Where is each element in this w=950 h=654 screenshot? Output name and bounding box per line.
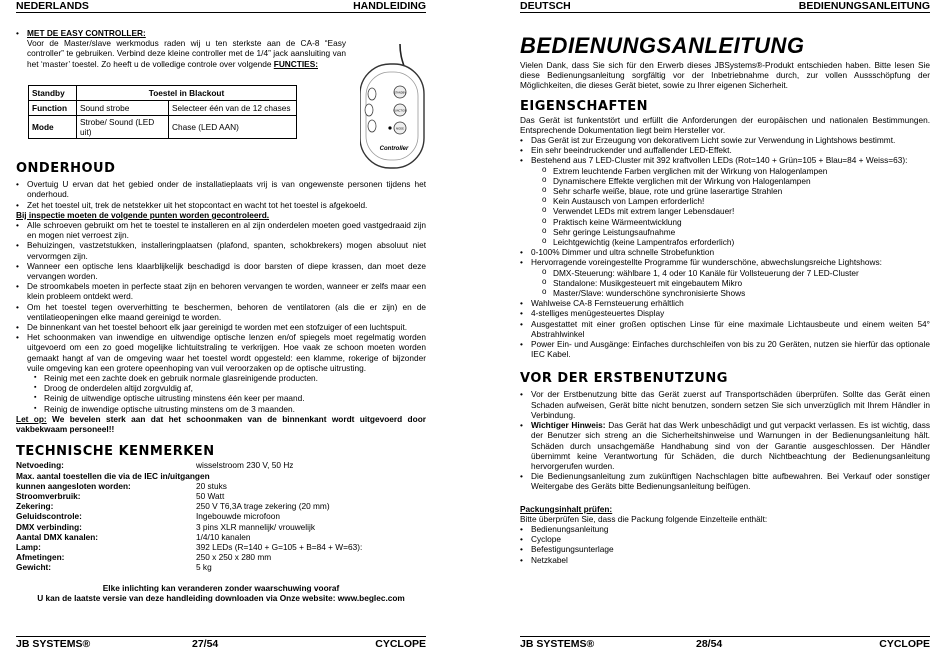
list-item: o Dynamischere Effekte verglichen mit der Wirkung von Halogenlampen xyxy=(542,176,930,186)
list-item: • Wanneer een optische lens klaarblijkelijk beschadigd is door barsten of diepe krassen, dan moet deze vervangen worden. xyxy=(16,261,426,281)
left-page xyxy=(16,0,426,654)
list-item: • Alle schroeven gebruikt om het te toestel te installeren en al zijn onderdelen moeten goed vastgedraaid zijn en mogen niet verroest zijn. xyxy=(16,220,426,240)
list-item: • De binnenkant van het toestel behoort elk jaar gereinigd te worden met een stofzuiger of een luchtspuit. xyxy=(16,322,426,332)
list-item: o Extrem leuchtende Farben verglichen mit der Wirkung von Halogenlampen xyxy=(542,166,930,176)
list-item: o Master/Slave: wunderschöne synchronisierte Shows xyxy=(542,288,930,298)
spec-value: 3 pins XLR mannelijk/ vrouwelijk xyxy=(196,521,315,532)
spec-value: 250 x 250 x 280 mm xyxy=(196,552,272,563)
spec-row xyxy=(16,481,426,491)
spec-row xyxy=(16,501,426,511)
spec-label: DMX verbinding: xyxy=(16,521,82,532)
spec-row xyxy=(16,460,426,470)
list-item: • Bedienungsanleitung xyxy=(520,524,930,534)
spec-label: Lamp: xyxy=(16,541,41,552)
page-header xyxy=(16,0,426,13)
footer-model: CYCLOPE xyxy=(879,638,930,650)
spec-label: Afmetingen: xyxy=(16,552,65,563)
list-item: • Die Bedienungsanleitung zum zukünftigen Nachschlagen bitte aufbewahren. Bei Verkauf oder sonstiger Weitergabe des Geräts bitte Bedienungsanleitung beifügen. xyxy=(520,471,930,491)
easy-controller-item xyxy=(16,28,346,69)
functies-label: FUNCTIES: xyxy=(273,58,318,69)
list-item: • Das Gerät ist zur Erzeugung von dekorativem Licht sowie zur Verwendung in Lightshows bestimmt. xyxy=(520,135,930,145)
page-title: BEDIENUNGSANLEITUNG xyxy=(520,33,805,58)
spec-row xyxy=(16,562,426,572)
list-item: • Wahlweise CA-8 Fernsteuerung erhältlich xyxy=(520,298,930,308)
list-item: • Power Ein- und Ausgänge: Einfaches durchschleifen von bis zu 20 Geräten, nutzen sie hierfür das optionale IEC Kabel. xyxy=(520,339,930,359)
letop-label: Let op: xyxy=(16,413,47,424)
inspectie-heading: Bij inspectie moeten de volgende punten worden gecontroleerd. xyxy=(16,209,270,220)
spec-row xyxy=(16,491,426,501)
list-item: ▪ Droog de onderdelen altijd zorgvuldig af, xyxy=(34,383,426,393)
controller-brand: Controller xyxy=(379,146,409,152)
table-row xyxy=(29,100,297,115)
header-language: DEUTSCH xyxy=(520,0,571,12)
page-footer xyxy=(16,636,426,650)
spec-value: 250 V T6,3A trage zekering (20 mm) xyxy=(196,501,330,512)
list-item: • Overtuig U ervan dat het gebied onder de installatieplaats vrij is van ongewenste personen tijdens het onderhoud. xyxy=(16,179,426,199)
spec-label: Geluidscontrole: xyxy=(16,511,82,522)
easy-controller-heading: MET DE EASY CONTROLLER: xyxy=(27,28,146,38)
controller-illustration xyxy=(360,44,426,170)
table-cell: Selecteer één van de 12 chases xyxy=(169,100,297,115)
list-item: o Kein Austausch von Lampen erforderlich! xyxy=(542,196,930,206)
spec-value xyxy=(210,471,426,481)
controller-button-label: FUNCTION xyxy=(393,109,407,113)
table-cell: Chase (LED AAN) xyxy=(169,115,297,138)
spec-value: 50 Watt xyxy=(196,490,225,501)
intro-paragraph: Vielen Dank, dass Sie sich für den Erwerb dieses JBSystems®-Produkt entschieden haben. Bitte lesen Sie diese Bedienungsanleitung sorgfältig vor der Inbetriebnahme durch, zur vollen Aussschöpfung der Möglichkeiten, die dieses Gerät bietet, sowie zu Ihrer eigenen Sicherheit. xyxy=(520,60,930,91)
footer-brand: JB SYSTEMS® xyxy=(520,638,595,650)
letop-text: We bevelen sterk aan dat het schoonmaken van de binnenkant wordt uitgevoerd door vakbekwaam personeel!! xyxy=(16,413,426,435)
spec-value: 20 stuks xyxy=(196,480,227,491)
spec-label: Aantal DMX kanalen: xyxy=(16,531,99,542)
list-item: • Ausgestattet mit einer großen optischen Linse für eine maximale Lichtausbeute und einem weiten 54° Abstrahlwinkel xyxy=(520,319,930,339)
page-header xyxy=(520,0,930,13)
list-item: o DMX-Steuerung: wählbare 1, 4 oder 10 Kanäle für Vollsteuerung der 7 LED-Cluster xyxy=(542,268,930,278)
spec-value: 392 LEDs (R=140 + G=105 + B=84 + W=63): xyxy=(196,541,363,552)
spec-row xyxy=(16,522,426,532)
spec-value: wisselstroom 230 V, 50 Hz xyxy=(196,460,294,471)
table-cell: Toestel in Blackout xyxy=(77,85,297,100)
list-item: o Sehr geringe Leistungsaufnahme xyxy=(542,227,930,237)
spec-row xyxy=(16,532,426,542)
spec-label: Stroomverbruik: xyxy=(16,490,81,501)
list-item: • De stroomkabels moeten in perfecte staat zijn en behoren vervangen te worden, wanneer er zelfs maar een klein probleem ontdekt werd. xyxy=(16,281,426,301)
spec-label: Gewicht: xyxy=(16,562,52,573)
list-item xyxy=(520,420,930,471)
list-item: • Ein sehr beeindruckender und auffallender LED-Effekt. xyxy=(520,145,930,155)
list-item: ▪ Reinig met een zachte doek en gebruik normale glasreinigende producten. xyxy=(34,373,426,383)
erstbenutzung-heading: VOR DER ERSTBENUTZUNG xyxy=(520,371,728,387)
disclaimer-note: Elke inlichting kan veranderen zonder waarschuwing vooraf xyxy=(102,582,340,593)
list-item: • 0-100% Dimmer und ultra schnelle Strobefunktion xyxy=(520,247,930,257)
controller-button-label: STANDBY xyxy=(393,91,407,95)
list-item: o Praktisch keine Wärmeentwicklung xyxy=(542,217,930,227)
footer-brand: JB SYSTEMS® xyxy=(16,638,91,650)
easy-controller-text: Voor de Master/slave werkmodus raden wij u ten sterkste aan de CA-8 “Easy controller” te gebruiken. Verbind deze kleine controller met de 1/4” jack aansluiting van het ‘master’ toestel. Zo heeft u de volledige controle over volgende xyxy=(27,38,346,69)
footer-model: CYCLOPE xyxy=(375,638,426,650)
tech-heading: TECHNISCHE KENMERKEN xyxy=(16,444,215,460)
controller-function-table xyxy=(28,85,297,139)
spec-label: Netvoeding: xyxy=(16,460,64,471)
list-item: ▪ Reinig de uitwendige optische uitrusting minstens één keer per maand. xyxy=(34,393,426,403)
spec-value: 1/4/10 kanalen xyxy=(196,531,251,542)
table-cell: Strobe/ Sound (LED uit) xyxy=(77,115,169,138)
table-row xyxy=(29,115,297,138)
footer-page-number: 27/54 xyxy=(192,638,219,650)
table-cell: Sound strobe xyxy=(77,100,169,115)
spec-value: Ingebouwde microfoon xyxy=(196,511,280,522)
download-note: U kan de laatste versie van deze handleiding downloaden via Onze website: www.beglec.com xyxy=(37,592,405,603)
list-item: • Befestigungsunterlage xyxy=(520,544,930,554)
eigenschaften-heading: EIGENSCHAFTEN xyxy=(520,98,649,114)
spec-row xyxy=(16,542,426,552)
spec-row xyxy=(16,511,426,521)
hinweis-text: Das Gerät hat das Werk unbeschädigt und gut verpackt verlassen. Es ist wichtig, dass der Benutzer sich streng an die Sicherheitshinweise und Warnungen in der Bedienungsanleitung hält. Schäden durch unsachgemäße Handhabung sind von der Garantie ausgeschlossen. Der Händler übernimmt keine Verantwortung für Schäden, die durch Nichtbeachtung der Bedienungsanleitung hervorgerufen wurden. xyxy=(531,420,930,471)
packungsinhalt-intro: Bitte überprüfen Sie, dass die Packung folgende Einzelteile enthält: xyxy=(520,513,768,524)
table-cell: Function xyxy=(29,100,77,115)
spec-list xyxy=(16,460,426,572)
list-item: o Sehr scharfe weiße, blaue, rote und grüne laserartige Strahlen xyxy=(542,186,930,196)
list-item: • Hervorragende voreingestellte Programme für wunderschöne, abwechslungsreiche Lightshows: xyxy=(520,257,930,267)
list-item: • Behuizingen, vastzetstukken, installeringplaatsen (plafond, spanten, schokbrekers) mogen absoluut niet vervormgen zijn. xyxy=(16,240,426,260)
onderhoud-heading: ONDERHOUD xyxy=(16,161,116,177)
spec-label: kunnen aangesloten worden: xyxy=(16,480,131,491)
list-item: • Vor der Erstbenutzung bitte das Gerät zuerst auf Transportschäden überprüfen. Sollte das Gerät einen Schaden aufweisen, Gerät bitte nicht benutzen, sondern setzen Sie sich unverzüglich mit Ihrem Händler in Verbindung. xyxy=(520,389,930,420)
letop-note xyxy=(16,414,426,434)
table-cell: Standby xyxy=(29,85,77,100)
header-title: BEDIENUNGSANLEITUNG xyxy=(798,0,930,12)
spec-label: Zekering: xyxy=(16,501,54,512)
footer-page-number: 28/54 xyxy=(696,638,723,650)
spec-row xyxy=(16,471,426,481)
controller-button-label: MODE xyxy=(396,127,404,131)
eigenschaften-intro: Das Gerät ist funkentstört und erfüllt die Anforderungen der europäischen und nationalen Bestimmungen. Entsprechende Dokumentation liegt beim Hersteller vor. xyxy=(520,114,930,135)
list-item: • Zet het toestel uit, trek de netstekker uit het stopcontact en wacht tot het toestel is afgekoeld. xyxy=(16,200,426,210)
header-language: NEDERLANDS xyxy=(16,0,89,12)
table-row xyxy=(29,85,297,100)
list-item: • 4-stelliges menügesteuertes Display xyxy=(520,308,930,318)
list-item: • Cyclope xyxy=(520,534,930,544)
page-footer xyxy=(520,636,930,650)
list-item: o Verwendet LEDs mit extrem langer Lebensdauer! xyxy=(542,206,930,216)
list-item: • Het schoonmaken van inwendige en uitwendige optische lenzen en/of spiegels moet regelmatig worden uitgevoerd om een zo goed mogelijke lichtuitstraling te verkrijgen. Hoe vaak ze schoon moeten worden gemaakt hangt af van de omgeving waar het toestel wordt opgesteld: een klamme, rokerige of bijzonder vuile omgeving kan een grotere opeenhoping van vuil veroorzaken op de optische uitrusting. xyxy=(16,332,426,373)
header-title: HANDLEIDING xyxy=(353,0,426,12)
list-item: o Leichtgewichtig (keine Lampentrafos erforderlich) xyxy=(542,237,930,247)
list-item: • Om het toestel tegen oververhitting te beschermen, behoren de ventilatoren (als die er zijn) en de ventilatieopeningen elke maand gereinigd te worden. xyxy=(16,302,426,322)
spec-label: Max. aantal toestellen die via de IEC in/uitgangen xyxy=(16,470,210,481)
spec-value: 5 kg xyxy=(196,562,212,573)
spec-row xyxy=(16,552,426,562)
packungsinhalt-heading: Packungsinhalt prüfen: xyxy=(520,503,613,514)
list-item: • Bestehend aus 7 LED-Cluster mit 392 kraftvollen LEDs (Rot=140 + Grün=105 + Blau=84 + Weiss=63): xyxy=(520,155,930,165)
table-cell: Mode xyxy=(29,115,77,138)
list-item: ▪ Reinig de inwendige optische uitrusting minstens om de 3 maanden. xyxy=(34,404,426,414)
right-page xyxy=(520,0,930,654)
list-item: o Standalone: Musikgesteuert mit eingebautem Mikro xyxy=(542,278,930,288)
hinweis-label: Wichtiger Hinweis: xyxy=(531,420,606,431)
list-item: • Netzkabel xyxy=(520,555,930,565)
